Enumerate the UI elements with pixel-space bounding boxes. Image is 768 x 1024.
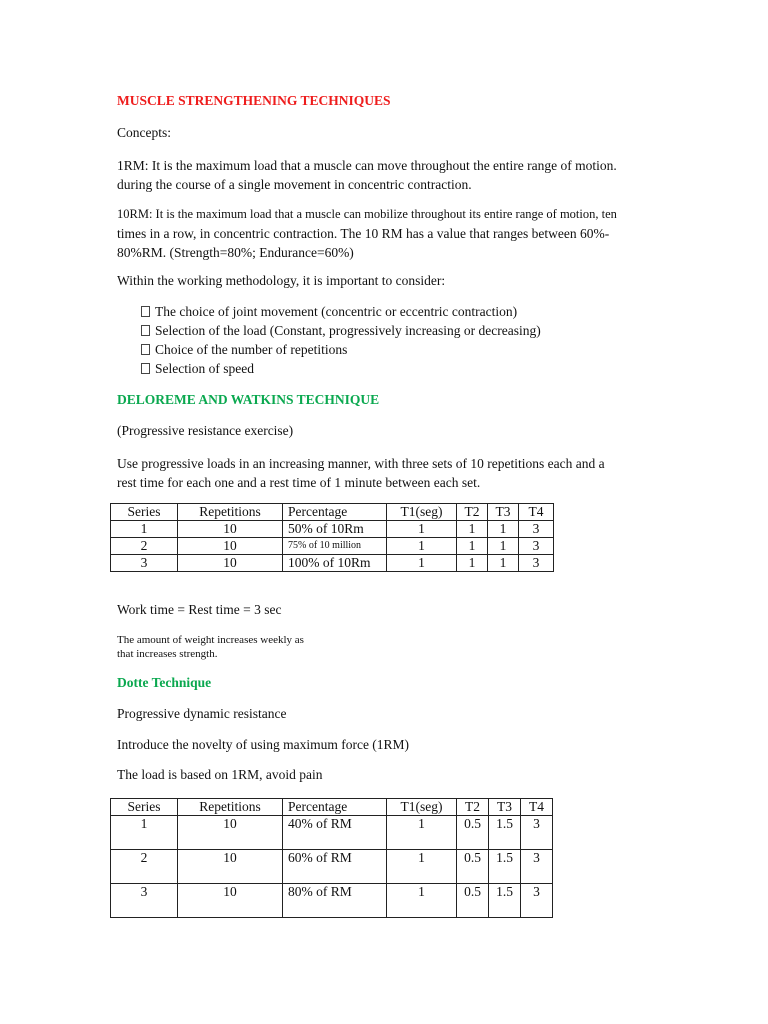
table-cell: 2 bbox=[111, 538, 178, 555]
table-row bbox=[111, 850, 553, 884]
definition-1rm-line: during the course of a single movement in concentric contraction. bbox=[117, 177, 472, 192]
table-cell: 1 bbox=[111, 816, 178, 850]
definition-1rm bbox=[117, 156, 617, 194]
table-cell: 10 bbox=[178, 555, 283, 572]
dotte-line: Progressive dynamic resistance bbox=[117, 706, 287, 721]
bullet-item bbox=[141, 304, 517, 320]
section-description bbox=[117, 454, 605, 492]
table-row bbox=[111, 521, 554, 538]
checkbox-icon bbox=[141, 344, 150, 355]
bullet-text: Choice of the number of repetitions bbox=[155, 342, 348, 357]
header-cell: T1(seg) bbox=[387, 504, 457, 521]
description-line: Use progressive loads in an increasing manner, with three sets of 10 repetitions each and a bbox=[117, 456, 605, 471]
header-cell: Percentage bbox=[283, 799, 387, 816]
table-cell: 3 bbox=[521, 884, 553, 918]
table-cell: 100% of 10Rm bbox=[283, 555, 387, 572]
checkbox-icon bbox=[141, 306, 150, 317]
table-cell: 1 bbox=[457, 521, 488, 538]
table-cell: 10 bbox=[178, 521, 283, 538]
section-heading-deloreme: DELOREME AND WATKINS TECHNIQUE bbox=[117, 392, 380, 407]
table-cell: 3 bbox=[521, 850, 553, 884]
table-header-row bbox=[111, 799, 553, 816]
bullet-item bbox=[141, 361, 254, 377]
table-cell: 1 bbox=[387, 850, 457, 884]
table-cell: 1 bbox=[488, 521, 519, 538]
note-line: The amount of weight increases weekly as bbox=[117, 634, 304, 646]
bullet-text: Selection of the load (Constant, progressively increasing or decreasing) bbox=[155, 323, 541, 338]
table-cell: 10 bbox=[178, 850, 283, 884]
table-cell: 75% of 10 million bbox=[283, 538, 387, 555]
table-cell: 40% of RM bbox=[283, 816, 387, 850]
table-cell: 0.5 bbox=[457, 884, 489, 918]
header-cell: T4 bbox=[521, 799, 553, 816]
header-cell: Series bbox=[111, 504, 178, 521]
table-cell: 1.5 bbox=[489, 816, 521, 850]
table-cell: 1 bbox=[387, 538, 457, 555]
table-cell: 1 bbox=[387, 555, 457, 572]
bullet-item bbox=[141, 323, 541, 339]
page-title: MUSCLE STRENGTHENING TECHNIQUES bbox=[117, 93, 391, 108]
table-cell: 1 bbox=[387, 884, 457, 918]
table-cell: 3 bbox=[111, 555, 178, 572]
dotte-line: The load is based on 1RM, avoid pain bbox=[117, 767, 323, 782]
table-cell: 10 bbox=[178, 816, 283, 850]
definition-10rm-line: 80%RM. (Strength=80%; Endurance=60%) bbox=[117, 245, 354, 260]
dotte-table bbox=[110, 798, 553, 918]
table-cell: 3 bbox=[519, 538, 554, 555]
table-cell: 3 bbox=[111, 884, 178, 918]
table-cell: 1 bbox=[387, 816, 457, 850]
bullet-text: The choice of joint movement (concentric or eccentric contraction) bbox=[155, 304, 518, 319]
checkbox-icon bbox=[141, 363, 150, 374]
bullet-item bbox=[141, 342, 347, 358]
table-row bbox=[111, 555, 554, 572]
table-row bbox=[111, 538, 554, 555]
table-cell: 3 bbox=[519, 521, 554, 538]
header-cell: T2 bbox=[457, 504, 488, 521]
concepts-label: Concepts: bbox=[117, 125, 171, 140]
table-cell: 1 bbox=[488, 538, 519, 555]
table-row bbox=[111, 884, 553, 918]
bullet-text: Selection of speed bbox=[155, 361, 254, 376]
header-cell: T4 bbox=[519, 504, 554, 521]
section-subtitle: (Progressive resistance exercise) bbox=[117, 423, 294, 438]
table-cell: 1 bbox=[387, 521, 457, 538]
definition-10rm bbox=[117, 205, 617, 262]
table-row bbox=[111, 816, 553, 850]
table-cell: 1 bbox=[457, 538, 488, 555]
table-header-row bbox=[111, 504, 554, 521]
definition-10rm-line: 10RM: It is the maximum load that a muscle can mobilize throughout its entire range of motion, ten bbox=[117, 207, 617, 221]
work-time-text: Work time = Rest time = 3 sec bbox=[117, 602, 282, 617]
table-cell: 3 bbox=[519, 555, 554, 572]
table-cell: 10 bbox=[178, 884, 283, 918]
checkbox-icon bbox=[141, 325, 150, 336]
table-cell: 1 bbox=[111, 521, 178, 538]
definition-1rm-line: 1RM: It is the maximum load that a muscle can move throughout the entire range of motion. bbox=[117, 158, 617, 173]
table-cell: 50% of 10Rm bbox=[283, 521, 387, 538]
table-cell: 1.5 bbox=[489, 884, 521, 918]
section-heading-dotte: Dotte Technique bbox=[117, 675, 212, 690]
header-cell: Percentage bbox=[283, 504, 387, 521]
header-cell: T1(seg) bbox=[387, 799, 457, 816]
header-cell: Repetitions bbox=[178, 799, 283, 816]
methodology-intro: Within the working methodology, it is important to consider: bbox=[117, 273, 446, 288]
header-cell: T3 bbox=[488, 504, 519, 521]
table-cell: 2 bbox=[111, 850, 178, 884]
definition-10rm-line: times in a row, in concentric contraction. The 10 RM has a value that ranges between 60%- bbox=[117, 226, 610, 241]
table-cell: 80% of RM bbox=[283, 884, 387, 918]
table-cell: 0.5 bbox=[457, 816, 489, 850]
table-cell: 10 bbox=[178, 538, 283, 555]
table-cell: 60% of RM bbox=[283, 850, 387, 884]
deloreme-table bbox=[110, 503, 554, 572]
header-cell: Repetitions bbox=[178, 504, 283, 521]
table-cell: 3 bbox=[521, 816, 553, 850]
dotte-line: Introduce the novelty of using maximum force (1RM) bbox=[117, 737, 410, 752]
table-cell: 1 bbox=[457, 555, 488, 572]
note-line: that increases strength. bbox=[117, 648, 218, 660]
table-cell: 1 bbox=[488, 555, 519, 572]
header-cell: T2 bbox=[457, 799, 489, 816]
header-cell: Series bbox=[111, 799, 178, 816]
table-cell: 1.5 bbox=[489, 850, 521, 884]
header-cell: T3 bbox=[489, 799, 521, 816]
table-cell: 0.5 bbox=[457, 850, 489, 884]
description-line: rest time for each one and a rest time of 1 minute between each set. bbox=[117, 475, 481, 490]
weight-note bbox=[117, 633, 304, 661]
